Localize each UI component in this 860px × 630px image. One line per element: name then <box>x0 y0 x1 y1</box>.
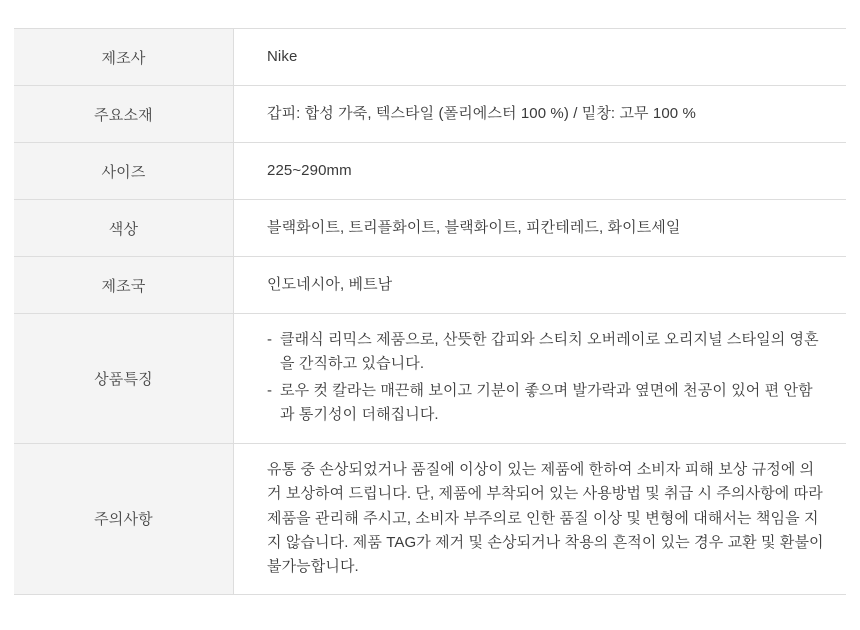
list-item: - 클래식 리믹스 제품으로, 산뜻한 갑피와 스티치 오버레이로 오리지널 스타일의 영혼을 간직하고 있습니다. <box>267 328 826 377</box>
table-row <box>14 444 846 594</box>
spec-value <box>234 314 847 444</box>
spec-label: 색상 <box>14 200 234 257</box>
spec-value <box>234 444 847 594</box>
spec-value-text: 갑피: 합성 가죽, 텍스타일 (폴리에스터 100 %) / 밑창: 고무 100 % <box>267 104 696 122</box>
spec-label: 제조국 <box>14 257 234 314</box>
spec-label: 사이즈 <box>14 143 234 200</box>
spec-label: 제조사 <box>14 29 234 86</box>
spec-value-text: 인도네시아, 베트남 <box>267 275 393 293</box>
table-row <box>14 143 846 200</box>
table-row <box>14 257 846 314</box>
spec-value-text: 225~290mm <box>267 161 352 179</box>
spec-value-text: 유통 중 손상되었거나 품질에 이상이 있는 제품에 한하여 소비자 피해 보상 규정에 의거 보상하여 드립니다. 단, 제품에 부착되어 있는 사용방법 및 취급 시 주의사항에 따라 제품을 관리해 주시고, 소비자 부주의로 인한 품질 이상 및 변형에 대해서는 책임을 지지 않습니다. 제품 TAG가 제거 및 손상되거나 착용의 흔적이 있는 경우 교환 및 환불이 불가능합니다. <box>267 461 824 576</box>
spec-value <box>234 86 847 143</box>
spec-label: 주의사항 <box>14 444 234 594</box>
product-spec-table-body <box>14 29 846 595</box>
spec-value <box>234 200 847 257</box>
table-row <box>14 29 846 86</box>
spec-value <box>234 257 847 314</box>
table-row <box>14 200 846 257</box>
list-item: - 로우 컷 칼라는 매끈해 보이고 기분이 좋으며 발가락과 옆면에 천공이 있어 편 안함과 통기성이 더해집니다. <box>267 379 826 428</box>
spec-value <box>234 29 847 86</box>
spec-label: 상품특징 <box>14 314 234 444</box>
spec-value-text: Nike <box>267 47 298 65</box>
spec-value <box>234 143 847 200</box>
table-row <box>14 314 846 444</box>
spec-label: 주요소재 <box>14 86 234 143</box>
feature-list <box>267 328 826 427</box>
table-row <box>14 86 846 143</box>
spec-value-text: 블랙화이트, 트리플화이트, 블랙화이트, 피칸테레드, 화이트세일 <box>267 218 681 236</box>
product-spec-table <box>14 28 846 595</box>
product-spec-table-container <box>14 28 846 595</box>
